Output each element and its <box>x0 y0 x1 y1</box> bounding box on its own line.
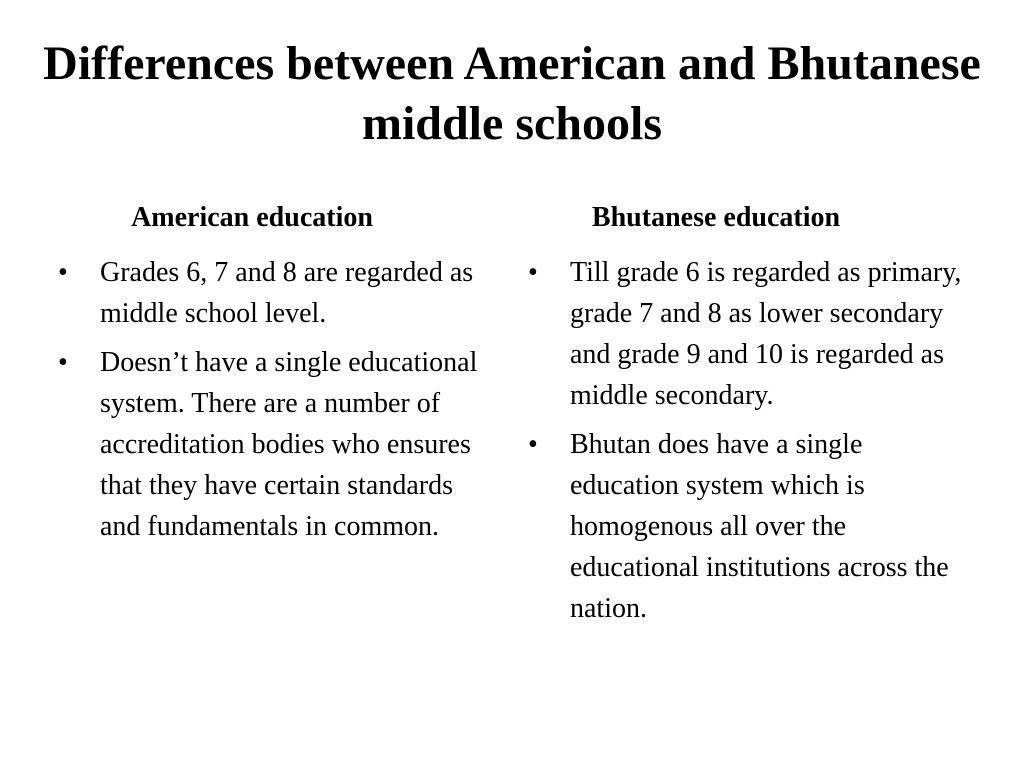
american-bullet-text: Grades 6, 7 and 8 are regarded as middle school level. <box>100 257 474 329</box>
bullet-icon: • <box>528 257 538 288</box>
bhutanese-bullet-item <box>528 424 968 629</box>
bullet-icon: • <box>528 429 538 460</box>
american-bullet-item <box>58 252 478 334</box>
bullet-icon: • <box>58 347 68 378</box>
bhutanese-bullet-text: Till grade 6 is regarded as primary, grade 7 and 8 as lower secondary and grade 9 and 10 is regarded as middle secondary. <box>570 257 962 411</box>
american-education-bullet-list <box>58 252 478 555</box>
bhutanese-bullet-item <box>528 252 968 416</box>
bhutanese-education-heading: Bhutanese education <box>591 202 841 233</box>
slide-title: Differences between American and Bhutanese middle schools <box>43 37 981 150</box>
bhutanese-education-bullet-list <box>528 252 968 637</box>
american-bullet-text: Doesn’t have a single educational system. There are a number of accreditation bodies who ensures that they have certain standards and fundamentals in common. <box>100 347 478 542</box>
american-bullet-item <box>58 342 478 547</box>
american-education-heading: American education <box>131 202 373 233</box>
bullet-icon: • <box>58 257 68 288</box>
bhutanese-bullet-text: Bhutan does have a single education system which is homogenous all over the educational institutions across the nation. <box>570 429 949 624</box>
